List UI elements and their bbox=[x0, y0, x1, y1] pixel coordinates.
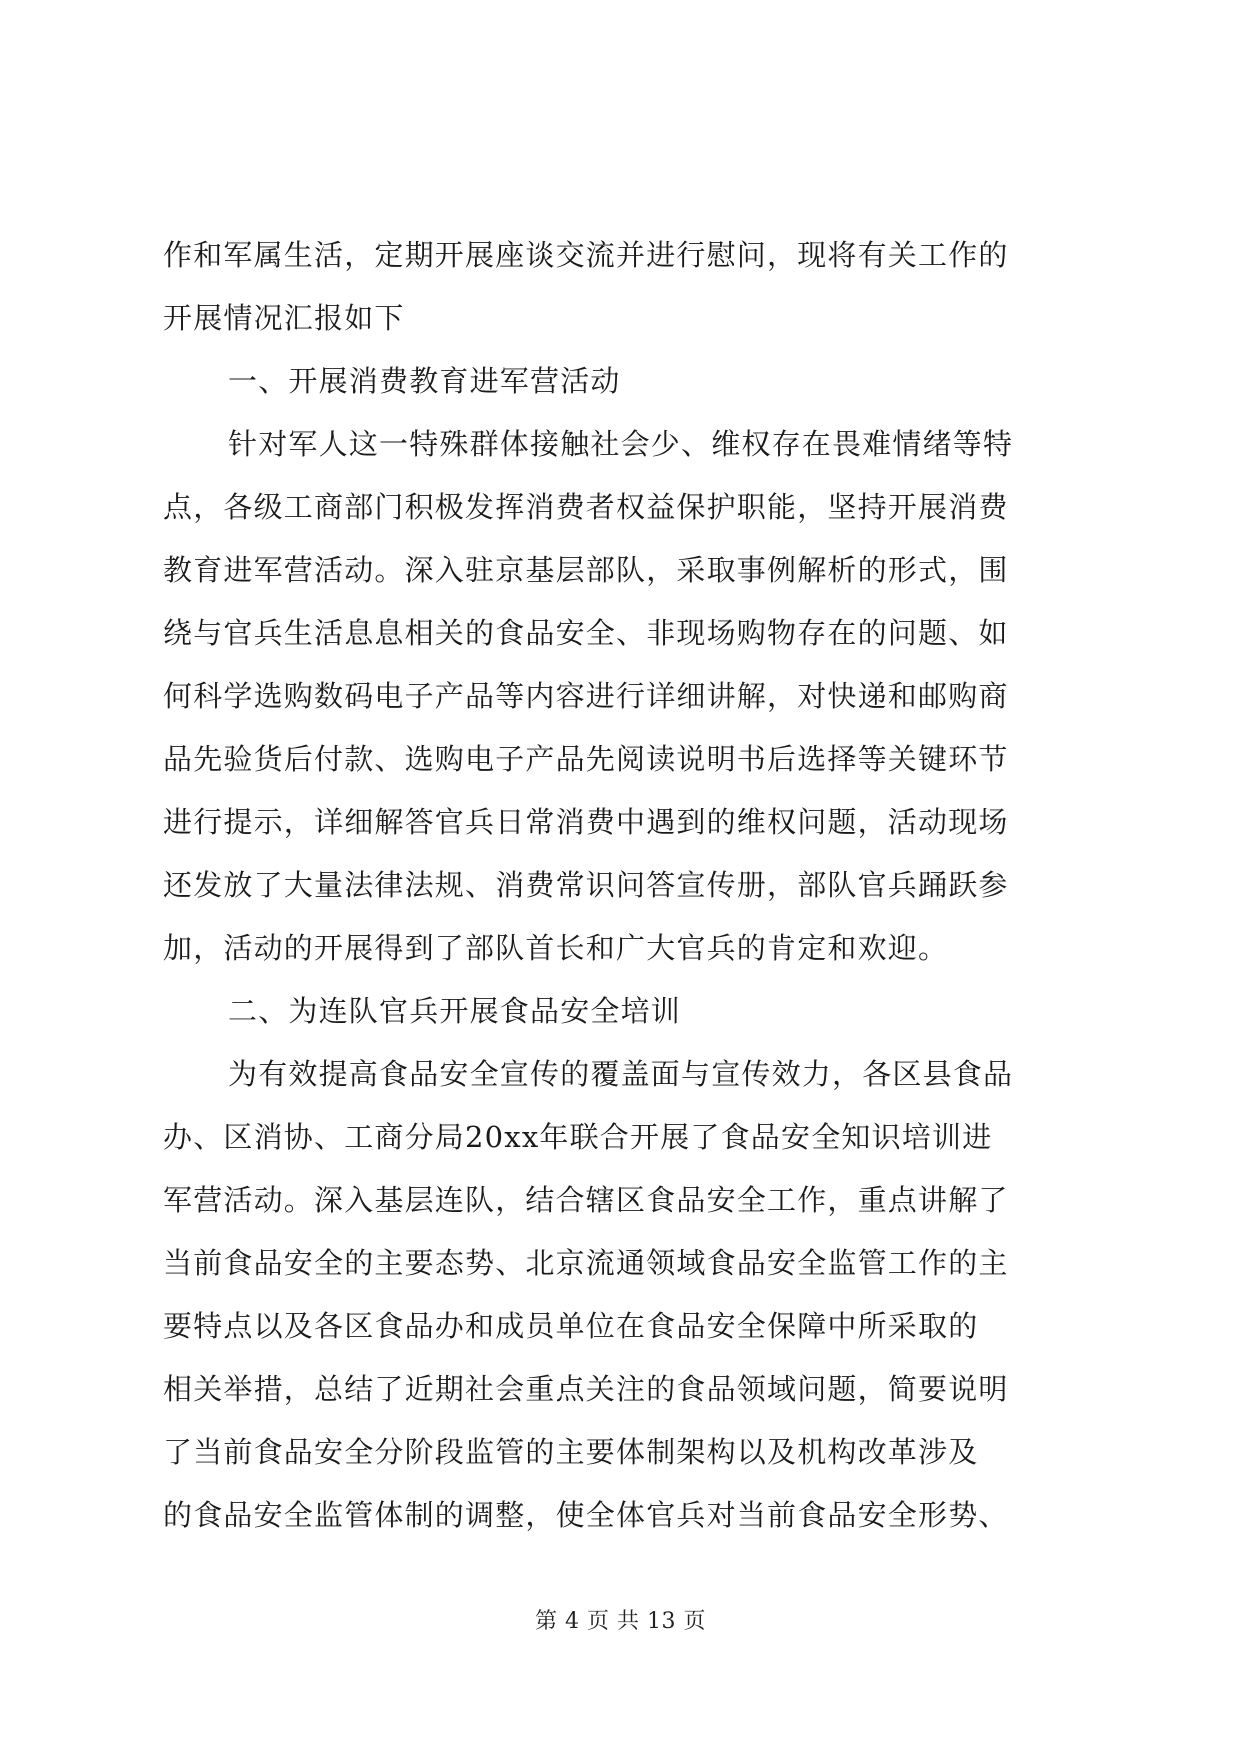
text-line: 教育进军营活动。深入驻京基层部队，采取事例解析的形式，围 bbox=[163, 553, 1009, 587]
text-line: 了当前食品安全分阶段监管的主要体制架构以及机构改革涉及 bbox=[163, 1435, 979, 1469]
section-heading: 一、开展消费教育进军营活动 bbox=[228, 364, 621, 398]
text-line: 还发放了大量法律法规、消费常识问答宣传册，部队官兵踊跃参 bbox=[163, 868, 1009, 902]
text-line: 何科学选购数码电子产品等内容进行详细讲解，对快递和邮购商 bbox=[163, 679, 1009, 713]
text-line: 开展情况汇报如下 bbox=[163, 301, 405, 335]
text-line: 当前食品安全的主要态势、北京流通领域食品安全监管工作的主 bbox=[163, 1246, 1009, 1280]
text-line: 品先验货后付款、选购电子产品先阅读说明书后选择等关键环节 bbox=[163, 742, 1009, 776]
text-line: 绕与官兵生活息息相关的食品安全、非现场购物存在的问题、如 bbox=[163, 616, 1009, 650]
text-line: 要特点以及各区食品办和成员单位在食品安全保障中所采取的 bbox=[163, 1309, 979, 1343]
section-heading: 二、为连队官兵开展食品安全培训 bbox=[228, 994, 682, 1028]
text-line: 军营活动。深入基层连队，结合辖区食品安全工作，重点讲解了 bbox=[163, 1183, 1009, 1217]
text-line: 作和军属生活，定期开展座谈交流并进行慰问，现将有关工作的 bbox=[163, 238, 1009, 272]
document-body bbox=[163, 232, 1075, 1555]
text-line: 为有效提高食品安全宣传的覆盖面与宣传效力，各区县食品 bbox=[228, 1057, 1014, 1091]
text-line: 点，各级工商部门积极发挥消费者权益保护职能，坚持开展消费 bbox=[163, 490, 1009, 524]
text-line: 的食品安全监管体制的调整，使全体官兵对当前食品安全形势、 bbox=[163, 1498, 1009, 1532]
text-line: 相关举措，总结了近期社会重点关注的食品领域问题，简要说明 bbox=[163, 1372, 1009, 1406]
page-number-footer: 第 4 页 共 13 页 bbox=[535, 1609, 706, 1634]
text-line: 办、区消协、工商分局20xx年联合开展了食品安全知识培训进 bbox=[163, 1120, 993, 1154]
text-line: 针对军人这一特殊群体接触社会少、维权存在畏难情绪等特 bbox=[228, 427, 1014, 461]
text-line: 进行提示，详细解答官兵日常消费中遇到的维权问题，活动现场 bbox=[163, 805, 1009, 839]
text-line: 加，活动的开展得到了部队首长和广大官兵的肯定和欢迎。 bbox=[163, 931, 949, 965]
